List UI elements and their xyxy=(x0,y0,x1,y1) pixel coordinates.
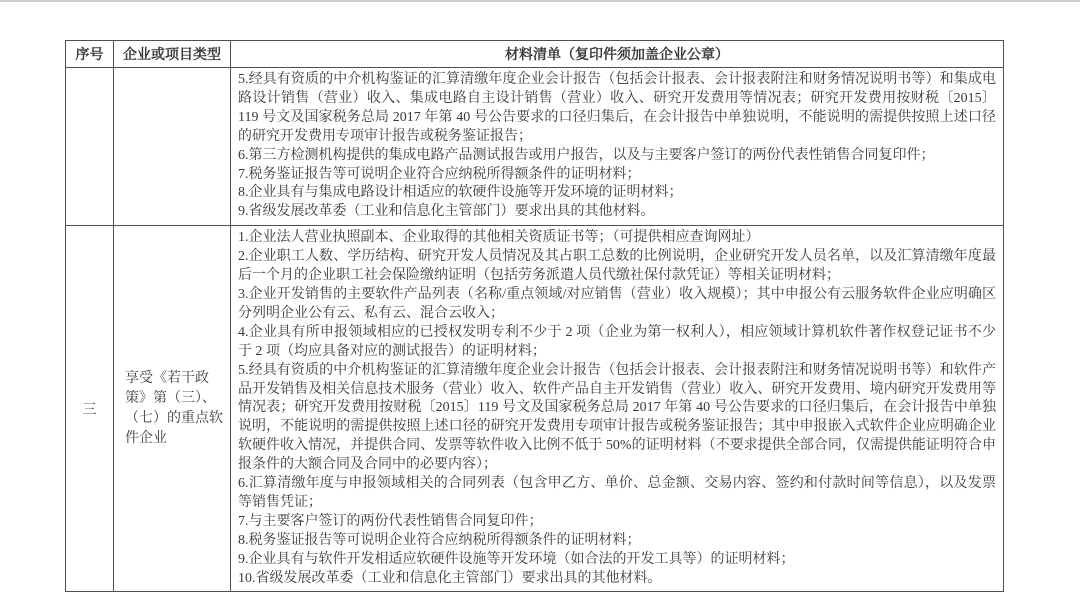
header-enterprise-or-project-type: 企业或项目类型 xyxy=(114,41,231,68)
header-materials-list: 材料清单（复印件须加盖企业公章） xyxy=(231,41,1004,68)
material-item: 8.企业具有与集成电路设计相适应的软硬件设施等开发环境的证明材料； xyxy=(238,185,683,201)
material-item: 6.第三方检测机构提供的集成电路产品测试报告或用户报告，以及与主要客户签订的两份代表性销售合同复印件； xyxy=(238,147,935,163)
table-row-three xyxy=(66,226,1004,592)
materials-cell-key-software xyxy=(231,226,1004,592)
material-item: 9.企业具有与软件开发相适应软硬件设施等开发环境（如合法的开发工具等）的证明材料； xyxy=(238,551,795,567)
material-item: 9.省级发展改革委（工业和信息化主管部门）要求出具的其他材料。 xyxy=(238,204,655,220)
material-item: 7.与主要客户签订的两份代表性销售合同复印件； xyxy=(238,513,543,529)
material-item: 3.企业开发销售的主要软件产品列表（名称/重点领域/对应销售（营业）收入规模）；其中申报公有云服务软件企业应明确区分列明企业公有云、私有云、混合云收入； xyxy=(238,286,996,321)
screenshot-top-edge xyxy=(0,0,1080,2)
type-cell-key-software-enterprise: 享受《若干政策》第（三）、（七）的重点软件企业 xyxy=(114,226,231,592)
serial-cell-three: 三 xyxy=(66,226,114,592)
table-row-continuation xyxy=(66,68,1004,226)
materials-checklist-table xyxy=(65,40,1004,592)
material-item: 7.税务鉴证报告等可说明企业符合应纳税所得额条件的证明材料； xyxy=(238,166,641,182)
table-header-row xyxy=(66,41,1004,68)
material-item: 10.省级发展改革委（工业和信息化主管部门）要求出具的其他材料。 xyxy=(238,570,662,586)
type-cell-empty xyxy=(114,68,231,226)
serial-cell-empty xyxy=(66,68,114,226)
material-item: 1.企业法人营业执照副本、企业取得的其他相关资质证书等；（可提供相应查询网址） xyxy=(238,230,760,246)
material-item: 8.税务鉴证报告等可说明企业符合应纳税所得额条件的证明材料； xyxy=(238,532,641,548)
materials-cell-ic-design xyxy=(231,68,1004,226)
material-item: 5.经具有资质的中介机构鉴证的汇算清缴年度企业会计报告（包括会计报表、会计报表附注和财务情况说明书等）和集成电路设计销售（营业）收入、集成电路自主设计销售（营业）收入、研究开发费用等情况表；研究开发费用按财税〔2015〕119 号文及国家税务总局 2017 年第 40 号公告要求的口径归集后，在会计报告中单独说明，不能说明的需提供按照上述口径的研究开发费用专项审计报告或税务鉴证报告； xyxy=(238,72,996,144)
material-item: 2.企业职工人数、学历结构、研究开发人员情况及其占职工总数的比例说明，企业研究开发人员名单，以及汇算清缴年度最后一个月的企业职工社会保险缴纳证明（包括劳务派遣人员代缴社保付款凭证）等相关证明材料； xyxy=(238,249,996,284)
material-item: 5.经具有资质的中介机构鉴证的汇算清缴年度企业会计报告（包括会计报表、会计报表附注和财务情况说明书等）和软件产品开发销售及相关信息技术服务（营业）收入、软件产品自主开发销售（营业）收入、研究开发费用、境内研究开发费用等情况表；研究开发费用按财税〔2015〕119 号文及国家税务总局 2017 年第 40 号公告要求的口径归集后，在会计报告中单独说明，不能说明的需提供按照上述口径的研究开发费用专项审计报告或税务鉴证报告；其中申报嵌入式软件企业应明确企业软硬件收入情况，并提供合同、发票等软件收入比例不低于 50%的证明材料（不要求提供全部合同，仅需提供能证明符合申报条件的大额合同及合同中的必要内容）； xyxy=(238,362,996,473)
header-serial-number: 序号 xyxy=(66,41,114,68)
material-item: 4.企业具有所申报领域相应的已授权发明专利不少于 2 项（企业为第一权利人），相应领域计算机软件著作权登记证书不少于 2 项（均应具备对应的测试报告）的证明材料； xyxy=(238,324,996,359)
material-item: 6.汇算清缴年度与申报领域相关的合同列表（包含甲乙方、单价、总金额、交易内容、签约和付款时间等信息），以及发票等销售凭证； xyxy=(238,476,996,510)
